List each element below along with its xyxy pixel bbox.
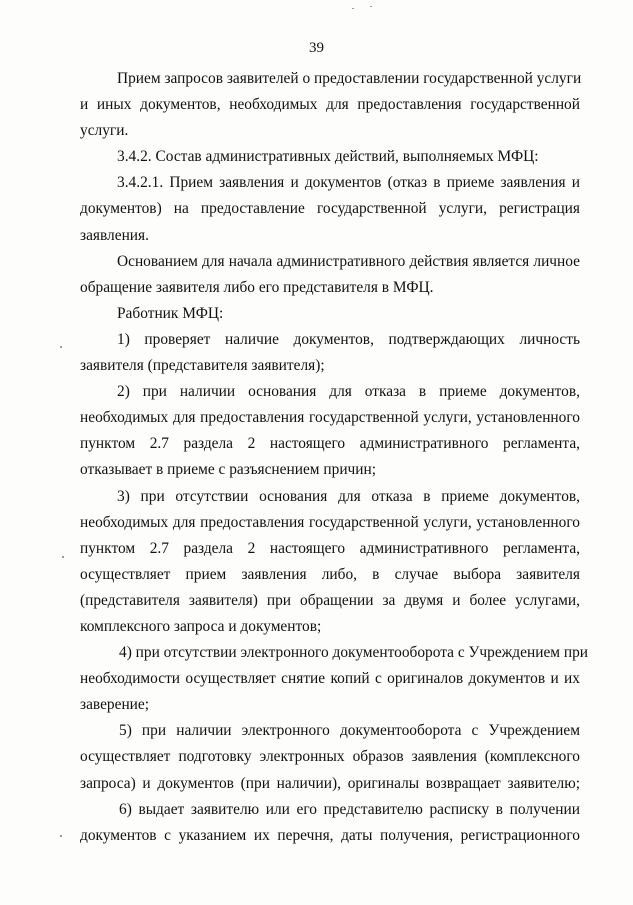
list-item-line: осуществляет прием заявления либо, в случае выбора заявителя	[80, 565, 580, 583]
list-item-line: 1) проверяет наличие документов, подтверждающих личность	[117, 330, 580, 348]
list-item-line: пунктом 2.7 раздела 2 настоящего административного регламента,	[80, 435, 580, 453]
list-item-line: 6) выдает заявителю или его представителю расписку в получении	[119, 800, 580, 818]
document-body	[80, 66, 589, 849]
scan-speck	[60, 346, 62, 348]
text-line: Работник МФЦ:	[117, 304, 224, 322]
text-line: Прием запросов заявителей о предоставлении государственной услуги	[117, 70, 582, 87]
list-item-line: комплексного запроса и документов;	[80, 617, 322, 635]
list-item-line: 3) при отсутствии основания для отказа в приеме документов,	[117, 487, 580, 505]
list-item-line: пунктом 2.7 раздела 2 настоящего административного регламента,	[80, 539, 580, 557]
text-line: и иных документов, необходимых для предоставления государственной	[80, 96, 580, 114]
scan-speck	[370, 6, 372, 7]
text-line: 3.4.2.1. Прием заявления и документов (отказ в приеме заявления и	[117, 174, 580, 192]
scan-speck	[60, 835, 62, 837]
list-item-line: заверение;	[80, 696, 150, 714]
list-item-line: (представителя заявителя) при обращении за двумя и более услугами,	[80, 591, 580, 609]
list-item-line: необходимости осуществляет снятие копий с оригиналов документов и их	[80, 670, 580, 688]
text-line: Основанием для начала административного действия является личное	[117, 252, 580, 270]
list-item-line: 5) при наличии электронного документооборота с Учреждением	[119, 722, 580, 740]
list-item-line: необходимых для предоставления государственной услуги, установленного	[80, 409, 580, 427]
list-item-line: запроса) и документов (при наличии), оригиналы возвращает заявителю;	[80, 774, 580, 792]
list-item-line: 2) при наличии основания для отказа в приеме документов,	[117, 383, 580, 401]
text-line: документов) на предоставление государственной услуги, регистрация	[80, 200, 580, 218]
list-item-line: 4) при отсутствии электронного документооборота с Учреждением при	[119, 644, 589, 662]
text-line: обращение заявителя либо его представителя в МФЦ.	[80, 278, 434, 296]
scan-speck	[62, 556, 64, 558]
section-heading: 3.4.2. Состав административных действий, выполняемых МФЦ:	[117, 148, 539, 166]
list-item-line: заявителя (представителя заявителя);	[80, 357, 325, 375]
list-item-line: необходимых для предоставления государственной услуги, установленного	[80, 513, 580, 531]
list-item-line: отказывает в приеме с разъяснением причин;	[80, 461, 377, 479]
list-item-line: осуществляет подготовку электронных образов заявления (комплексного	[80, 748, 580, 766]
text-line: услуги.	[80, 122, 129, 140]
page-number: 39	[309, 40, 324, 56]
text-line: заявления.	[80, 226, 149, 244]
list-item-line: документов с указанием их перечня, даты получения, регистрационного	[80, 826, 580, 844]
scan-speck	[352, 8, 354, 9]
